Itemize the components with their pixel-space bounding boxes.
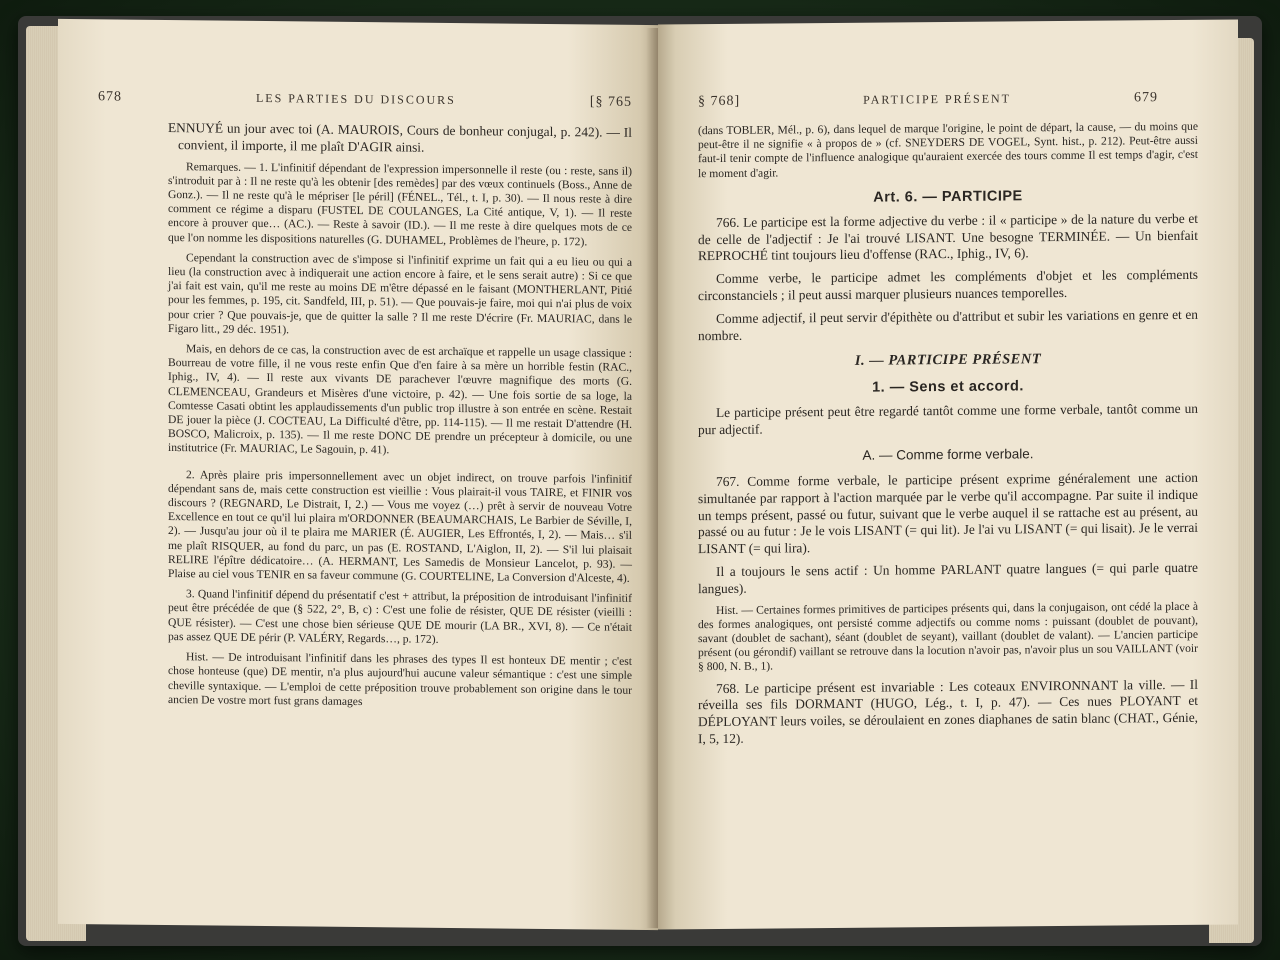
right-page — [658, 19, 1238, 929]
right-section-ref: § 768] — [698, 93, 741, 110]
section-heading: I. — PARTICIPE PRÉSENT — [854, 351, 1042, 370]
paragraph: 768. Le participe présent est invariable : Les coteaux ENVIRONNANT la ville. — Il réveilla ses fils DORMANT (HUGO, Lég., t. I, p. 47). — Ces nues PLOYANT et DÉPLOYANT leurs voiles, se déroulaient en zones diaphanes de satin blanc (CHAT., Génie, I, 5, 12). — [698, 676, 1198, 747]
paragraph: Le participe présent peut être regardé tantôt comme une forme verbale, tantôt comme un pur adjectif. — [698, 401, 1198, 438]
open-book — [18, 8, 1262, 953]
paragraph: Comme adjectif, il peut servir d'épithète ou d'attribut et subir les variations en genre et en nombre. — [698, 306, 1198, 343]
paragraph: Mais, en dehors de ce cas, la construction avec de est archaïque et rappelle un usage classique : Bourreau de votre fille, il ne vous reste enfin Que d'en faire à sa mère un horrible festin (RAC., Iphig., IV, 4). — Il reste aux vivants DE parachever l'œuvre magnifique des morts (G. CLEMENCEAU, Grandeurs et Misères d'une victoire, p. 42). — Une fois sortie de sa loge, la Comtesse Casati obtint les applaudissements d'un public trop illustre à son entrée en scène. Restait DE jouer la pièce (J. COCTEAU, La Difficulté d'être, pp. 114-115). — Il me restait D'attendre (H. BOSCO, Malicroix, p. 135). — Il me reste DONC DE prendre un précepteur à domicile, ou une institutrice (Fr. MAURIAC, Le Sagouin, p. 41). — [168, 342, 632, 457]
right-running-title: PARTICIPE PRÉSENT — [863, 91, 1012, 107]
subsection-heading: A. — Comme forme verbale. — [862, 446, 1034, 463]
subsection-heading: 1. — Sens et accord. — [872, 378, 1024, 397]
paragraph: 2. Après plaire pris impersonnellement avec un objet indirect, on trouve parfois l'infinitif dépendant sans de, mais cette construction est vieillie : Vous plairait-il vous TAIRE, et FINIR vos discours ? (REGNARD, Le Distrait, I, 2.) — Vous me voyez (…) prêt à servir de nouveau Votre Excellence en tout ce qu'il lui plaira m'ORDONNER (BEAUMARCHAIS, Le Barbier de Séville, I, 2). — Jusqu'au jour où il te plaira me MARIER (É. AUGIER, Les Effrontés, I, 2). — Mais… s'il me plaît RISQUER, au fond du parc, un pas (E. ROSTAND, L'Aiglon, II, 2). — S'il lui plaisait RELIRE l'épître dédicatoire… (A. HERMANT, Les Samedis de Monsieur Lancelot, p. 93). — Plaise au ciel vous TENIR en sa faveur commune (G. COURTELINE, La Conversion d'Alceste, 4). — [168, 467, 632, 585]
left-page — [58, 19, 658, 930]
paragraph: (dans TOBLER, Mél., p. 6), dans lequel de marque l'origine, le point de départ, la cause, — du moins que peut-être il ne signifie « à propos de » (cf. SNEYDERS DE VOGEL, Synt. hist., p. 212). Peut-être aussi faut-il tenir compte de l'influence analogique qu'auraient exercée des tours comme Il est temps d'agir, c'est le moment d'agir. — [698, 119, 1198, 180]
paragraph: Comme verbe, le participe admet les compléments d'objet et les compléments circonstanciels ; il peut aussi marquer plusieurs nuances temporelles. — [698, 267, 1198, 304]
right-page-number: 679 — [1134, 90, 1158, 106]
left-page-number: 678 — [98, 89, 122, 105]
paragraph: 767. Comme forme verbale, le participe présent exprime généralement une action simultanée par rapport à l'action marquée par le verbe qu'il accompagne. Par suite il indique un temps présent, passé ou futur, suivant que le verbe auquel il se rattache est au présent, au passé ou au futur : Je le vois LISANT (= qui lit). Je l'ai vu LISANT (= qui lisait). Je le verrai LISANT (= qui lira). — [698, 469, 1198, 557]
paragraph: Il a toujours le sens actif : Un homme PARLANT quatre langues (= qui parle quatre langues). — [698, 559, 1198, 596]
left-section-ref: [§ 765 — [589, 94, 632, 110]
paragraph: ENNUYÉ un jour avec toi (A. MAUROIS, Cours de bonheur conjugal, p. 242). — Il convient, il importe, il me plaît D'AGIR ainsi. — [168, 120, 632, 155]
paragraph: 3. Quand l'infinitif dépend du présentatif c'est + attribut, la préposition de introduisant l'infinitif peut être précédée de que (§ 522, 2°, B, c) : C'est une folie de résister, QUE DE résister (vieilli : QUE résister). — C'est une chose bien sérieuse QUE DE mourir (LA BR., XVI, 8). — Ce n'était pas assez QUE DE périr (P. VALÉRY, Regards…, p. 172). — [168, 587, 632, 646]
paragraph: 766. Le participe est la forme adjective du verbe : il « participe » de la nature du verbe et de celle de l'adjectif : Je l'ai trouvé LISANT. Une besogne TERMINÉE. — Un bienfait REPROCHÉ tint toujours lieu d'offense (RAC., Iphig., IV, 6). — [698, 210, 1198, 264]
left-running-title: LES PARTIES DU DISCOURS — [255, 90, 456, 108]
paragraph: Cependant la construction avec de s'impose si l'infinitif exprime un fait qui a eu lieu ou qui a lieu (la construction avec à indiquerait une action encore à faire, et le sens serait autre) : Si ce que j'ai fait est vain, qu'il me reste au moins DE m'être dépassé en le faisant (MONTHERLANT, Pitié pour les femmes, p. 195, cit. Sandfeld, III, p. 51). — Que pouvais-je faire, moi qui n'ai plus de voix pour crier ? Que pouvais-je, que de quitter la salle ? Il me reste D'écrire (Fr. MAURIAC, dans le Figaro litt., 29 déc. 1951). — [168, 251, 632, 337]
paragraph: Remarques. — 1. L'infinitif dépendant de l'expression impersonnelle il reste (ou : reste, sans il) s'introduit par à : Il ne reste qu'à les obtenir [des remèdes] par des vœux continuels (Boss., Anne de Gonz.). — Il ne reste qu'à le mépriser [le péril] (FÉNEL., Tél., t. I, p. 30). — Il nous reste à dire comment ce régime a disparu (FUSTEL DE COULANGES, La Cité antique, V, 1). — Il reste encore à prouver que… (AC.). — Reste à savoir (ID.). — Il me reste à dire quelques mots de ce que l'on nomme les dispositions naturelles (G. DUHAMEL, Problèmes de l'heure, p. 172). — [168, 159, 632, 249]
right-running-head — [698, 90, 1198, 110]
article-heading: Art. 6. — PARTICIPE — [873, 188, 1023, 206]
paragraph: Hist. — De introduisant l'infinitif dans les phrases des types Il est honteux DE mentir ; c'est chose honteuse (que) DE mentir, n'a plus aujourd'hui aucune valeur sémantique : c'est une simple cheville syntaxique. — L'emploi de cette préposition trouve probablement son origine dans le tour ancien De vostre mort fust grans damages — [168, 650, 632, 708]
left-running-head — [98, 89, 632, 111]
hist-note: Hist. — Certaines formes primitives de participes présents qui, dans la conjugaison, ont cédé la place à des formes analogiques, ont persisté comme adjectifs ou comme noms : puissant (doublet de pouvant), savant (doublet de sachant), séant (doublet de seyant), vaillant (doublet de valant). — L'ancien participe présent (ou gérondif) vaillant se retrouve dans la locution n'avoir pas, n'avoir plus un sou VAILLANT (voir § 800, N. B., 1). — [698, 599, 1198, 674]
